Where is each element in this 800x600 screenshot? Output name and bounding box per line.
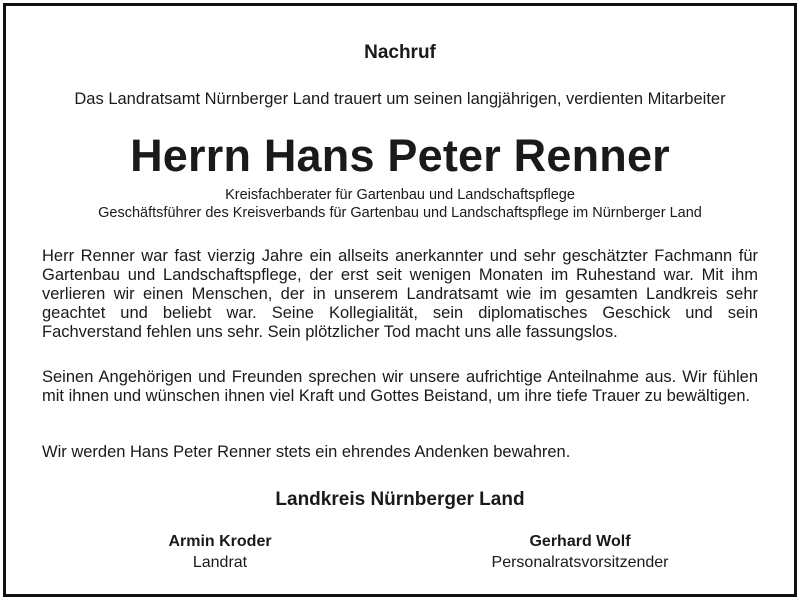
body-paragraph: Herr Renner war fast vierzig Jahre ein allseits anerkannter und sehr geschätzter Fachmann für Gartenbau und Landschaftspflege, der erst seit wenigen Monaten im Ruhestand war. Mit ihm verlieren wir einen Menschen, der in unserem Landratsamt wie im gesamten Landkreis sehr geachtet und beliebt war. Seine Kollegialität, sein diplomatisches Geschick und sein Fachverstand fehlen uns sehr. Sein plötzlicher Tod macht uns alle fassungslos.	[42, 247, 758, 341]
role-line: Geschäftsführer des Kreisverbands für Gartenbau und Landschaftspflege im Nürnberger Land	[98, 205, 702, 221]
signatory-block	[430, 531, 730, 573]
signatory-title: Personalratsvorsitzender	[491, 554, 669, 571]
signatory-name: Gerhard Wolf	[529, 533, 631, 550]
signatory-title: Landrat	[192, 554, 248, 571]
organization-name: Landkreis Nürnberger Land	[275, 489, 525, 510]
body-paragraph: Seinen Angehörigen und Freunden sprechen wir unsere aufrichtige Anteilnahme aus. Wir fühlen mit ihnen und wünschen ihnen viel Kraft und Gottes Beistand, um ihre tiefe Trauer zu bewältigen.	[42, 368, 758, 405]
roles-block	[0, 186, 800, 222]
role-line: Kreisfachberater für Gartenbau und Landschaftspflege	[225, 187, 575, 203]
deceased-name: Herrn Hans Peter Renner	[130, 130, 670, 181]
signatory-block	[70, 531, 370, 573]
intro-line: Das Landratsamt Nürnberger Land trauert um seinen langjährigen, verdienten Mitarbeiter	[74, 90, 726, 108]
body-paragraph: Wir werden Hans Peter Renner stets ein ehrendes Andenken bewahren.	[42, 443, 571, 461]
notice-heading: Nachruf	[364, 42, 436, 63]
signatory-name: Armin Kroder	[168, 533, 272, 550]
